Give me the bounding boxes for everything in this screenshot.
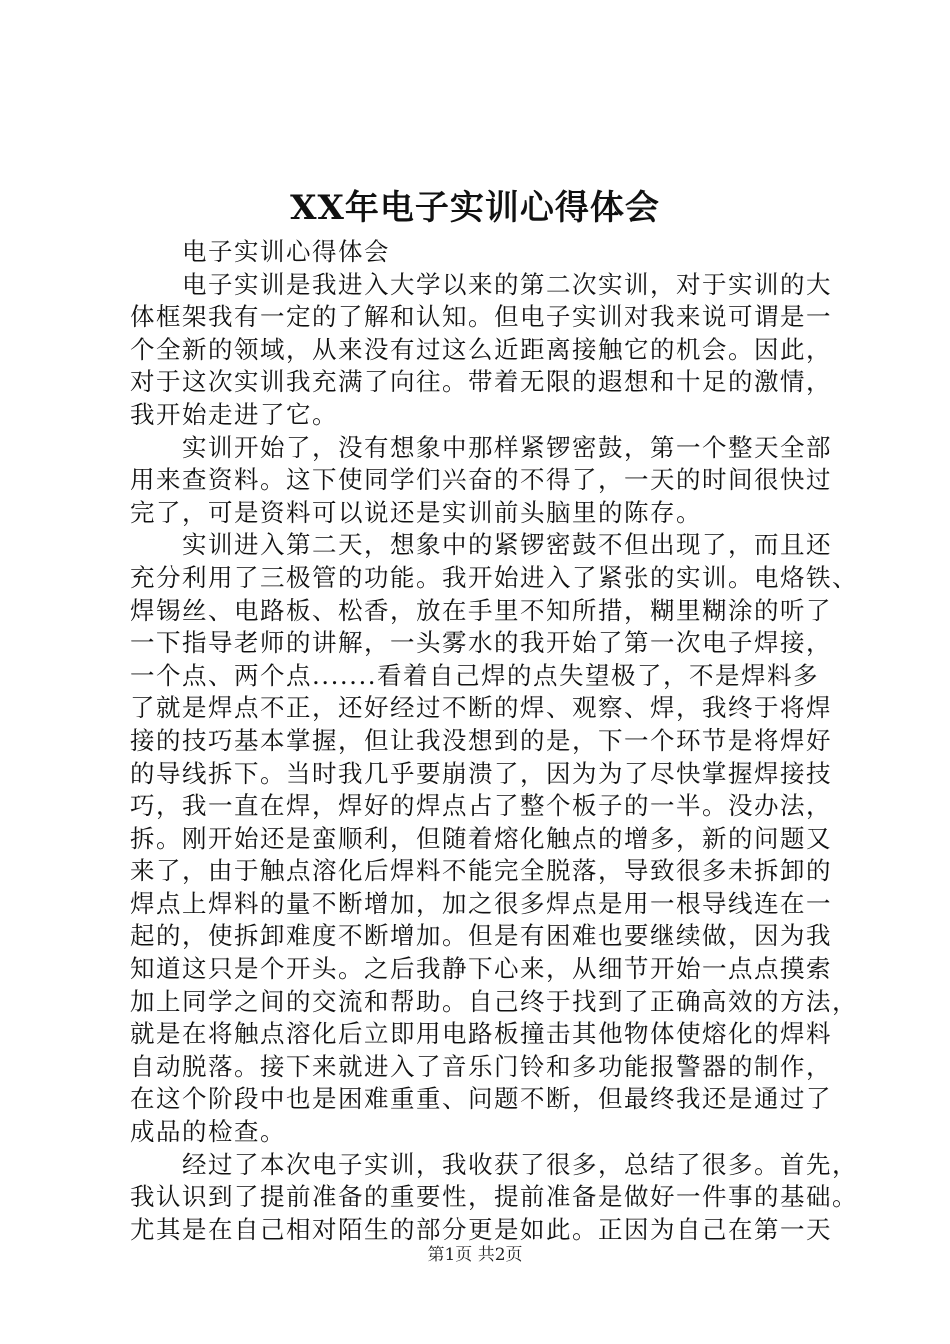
paragraph-line: 经过了本次电子实训，我收获了很多，总结了很多。首先， [182,1149,858,1179]
paragraph-line: 实训开始了，没有想象中那样紧锣密鼓，第一个整天全部 [182,432,832,462]
paragraph-line: 起的，使拆卸难度不断增加。但是有困难也要继续做，因为我 [130,921,832,951]
paragraph-line: 成品的检查。 [130,1117,286,1147]
paragraph-line: 知道这只是个开头。之后我静下心来，从细节开始一点点摸索 [130,954,832,984]
paragraph-line: 接的技巧基本掌握，但让我没想到的是，下一个环节是将焊好 [130,725,832,755]
paragraph-line: 焊锡丝、电路板、松香，放在手里不知所措，糊里糊涂的听了 [130,595,832,625]
document-title: XX年电子实训心得体会 [290,188,660,228]
paragraph-line: 加上同学之间的交流和帮助。自己终于找到了正确高效的方法， [130,986,858,1016]
paragraph-line: 对于这次实训我充满了向往。带着无限的遐想和十足的激情， [130,367,832,397]
paragraph-line: 焊点上焊料的量不断增加，加之很多焊点是用一根导线连在一 [130,888,832,918]
paragraph-line: 巧，我一直在焊，焊好的焊点占了整个板子的一半。没办法， [130,791,832,821]
page-number-footer: 第1页 共2页 [427,1245,523,1265]
paragraph-line: 就是在将触点溶化后立即用电路板撞击其他物体使熔化的焊料 [130,1019,832,1049]
paragraph-line: 自动脱落。接下来就进入了音乐门铃和多功能报警器的制作， [130,1051,832,1081]
paragraph-line: 一下指导老师的讲解，一头雾水的我开始了第一次电子焊接， [130,628,832,658]
paragraph-line: 用来查资料。这下使同学们兴奋的不得了，一天的时间很快过 [130,465,832,495]
paragraph-line: 实训进入第二天，想象中的紧锣密鼓不但出现了，而且还 [182,530,832,560]
paragraph-line: 充分利用了三极管的功能。我开始进入了紧张的实训。电烙铁、 [130,562,858,592]
subtitle-line: 电子实训心得体会 [182,237,390,266]
document-body [130,236,858,1246]
paragraph-line: 在这个阶段中也是困难重重、问题不断，但最终我还是通过了 [130,1084,832,1114]
paragraph-line: 完了，可是资料可以说还是实训前头脑里的陈存。 [130,497,702,527]
paragraph-line: 体框架我有一定的了解和认知。但电子实训对我来说可谓是一 [130,302,832,332]
paragraph-line: 一个点、两个点.......看着自己焊的点失望极了，不是焊料多 [130,660,820,690]
paragraph-line: 的导线拆下。当时我几乎要崩溃了，因为为了尽快掌握焊接技 [130,758,832,788]
paragraph-line: 我开始走进了它。 [130,399,338,429]
paragraph-line: 尤其是在自己相对陌生的部分更是如此。正因为自己在第一天 [130,1214,832,1244]
paragraph-line: 拆。刚开始还是蛮顺利，但随着熔化触点的增多，新的问题又 [130,823,832,853]
paragraph-line: 来了，由于触点溶化后焊料不能完全脱落，导致很多未拆卸的 [130,856,832,886]
paragraph-line: 个全新的领域，从来没有过这么近距离接触它的机会。因此， [130,334,832,364]
paragraph-line: 我认识到了提前准备的重要性，提前准备是做好一件事的基础。 [130,1182,858,1212]
paragraph-line: 电子实训是我进入大学以来的第二次实训，对于实训的大 [182,269,832,299]
paragraph-line: 了就是焊点不正，还好经过不断的焊、观察、焊，我终于将焊 [130,693,832,723]
